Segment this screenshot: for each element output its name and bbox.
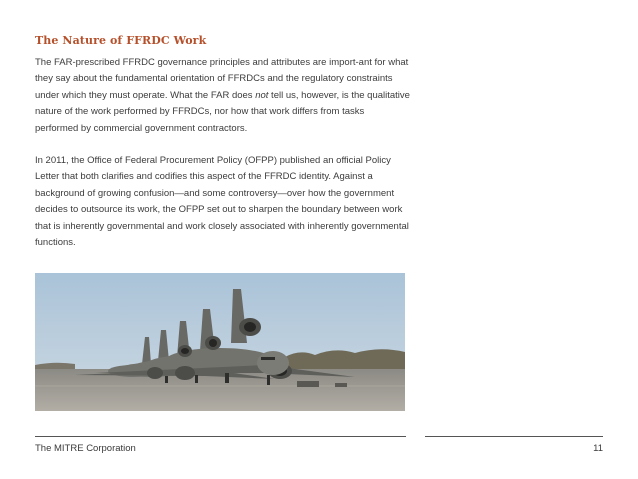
paragraph-1-emphasis: not <box>255 89 269 101</box>
paragraph-1-text-a: The FAR-prescribed FFRDC governance principles and attributes are import-ant for what they say about the fundamental orientation of FFRDCs and the regulatory constraints under which they must operate. What the FAR does <box>35 57 409 101</box>
footer-organization: The MITRE Corporation <box>35 443 136 454</box>
body-paragraph-1 <box>35 55 410 137</box>
footer-rule-left <box>35 436 406 437</box>
page-number: 11 <box>593 443 603 454</box>
aircraft-photo-illustration <box>35 273 405 411</box>
footer-rule-right <box>425 436 603 437</box>
body-paragraph-2: In 2011, the Office of Federal Procurement Policy (OFPP) published an official Policy Letter that both clarifies and codifies this aspect of the FFRDC identity. Against a background of growing confusion—and some controversy—over how the government decides to outsource its work, the OFPP set out to sharpen the boundary between work that is inherently governmental and work closely associated with inherently governmental functions. <box>35 155 409 249</box>
aircraft-photo <box>35 273 405 411</box>
paragraph-1-text-b: tell us, however, is the qualitative nature of the work performed by FFRDCs, nor how that work differs from tasks performed by commercial government contractors. <box>35 89 410 134</box>
section-heading: The Nature of FFRDC Work <box>35 34 207 47</box>
